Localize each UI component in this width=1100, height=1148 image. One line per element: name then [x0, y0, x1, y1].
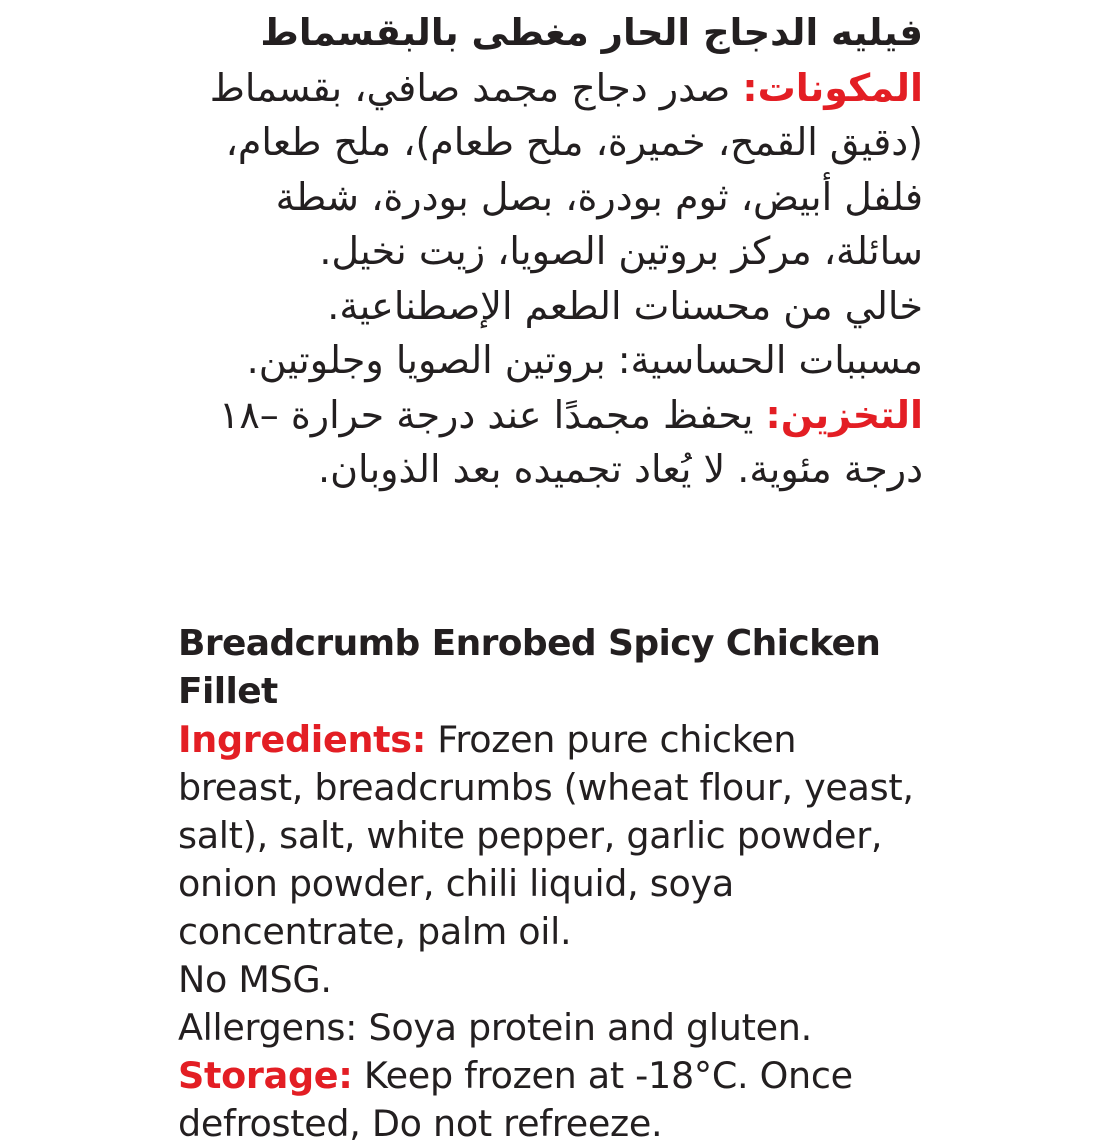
- arabic-storage-paragraph: [178, 388, 923, 497]
- english-no-msg: No MSG.: [178, 958, 332, 1001]
- arabic-storage-text: يحفظ مجمدًا عند درجة حرارة –١٨ درجة مئوية. لا يُعاد تجميده بعد الذوبان.: [218, 392, 923, 491]
- arabic-ingredients-paragraph: [178, 61, 923, 279]
- english-storage-label: Storage:: [178, 1054, 353, 1097]
- english-ingredients-paragraph: [178, 716, 923, 956]
- arabic-storage-label: التخزين:: [765, 392, 923, 437]
- english-label-section: [178, 620, 923, 1148]
- arabic-ingredients-text: صدر دجاج مجمد صافي، بقسماط (دقيق القمح، خميرة، ملح طعام)، ملح طعام، فلفل أبيض، ثوم بودرة، بصل بودرة، شطة سائلة، مركز بروتين الصويا، زيت نخيل.: [209, 65, 923, 273]
- english-storage-paragraph: [178, 1052, 923, 1148]
- arabic-product-title: فيليه الدجاج الحار مغطى بالبقسماط: [260, 11, 923, 54]
- english-ingredients-text: Frozen pure chicken breast, breadcrumbs (wheat flour, yeast, salt), salt, white pepper, garlic powder, onion powder, chili liquid, soya concentrate, palm oil.: [178, 718, 914, 953]
- english-storage-text: Keep frozen at -18°C. Once defrosted, Do not refreeze.: [178, 1054, 853, 1145]
- english-ingredients-label: Ingredients:: [178, 718, 426, 761]
- arabic-ingredients-label: المكونات:: [742, 65, 923, 110]
- arabic-no-msg: خالي من محسنات الطعم الإصطناعية.: [327, 283, 923, 328]
- arabic-label-section: [178, 6, 923, 497]
- arabic-allergens: مسببات الحساسية: بروتين الصويا وجلوتين.: [246, 338, 923, 382]
- english-allergens: Allergens: Soya protein and gluten.: [178, 1006, 812, 1049]
- english-product-title: Breadcrumb Enrobed Spicy Chicken Fillet: [178, 623, 881, 712]
